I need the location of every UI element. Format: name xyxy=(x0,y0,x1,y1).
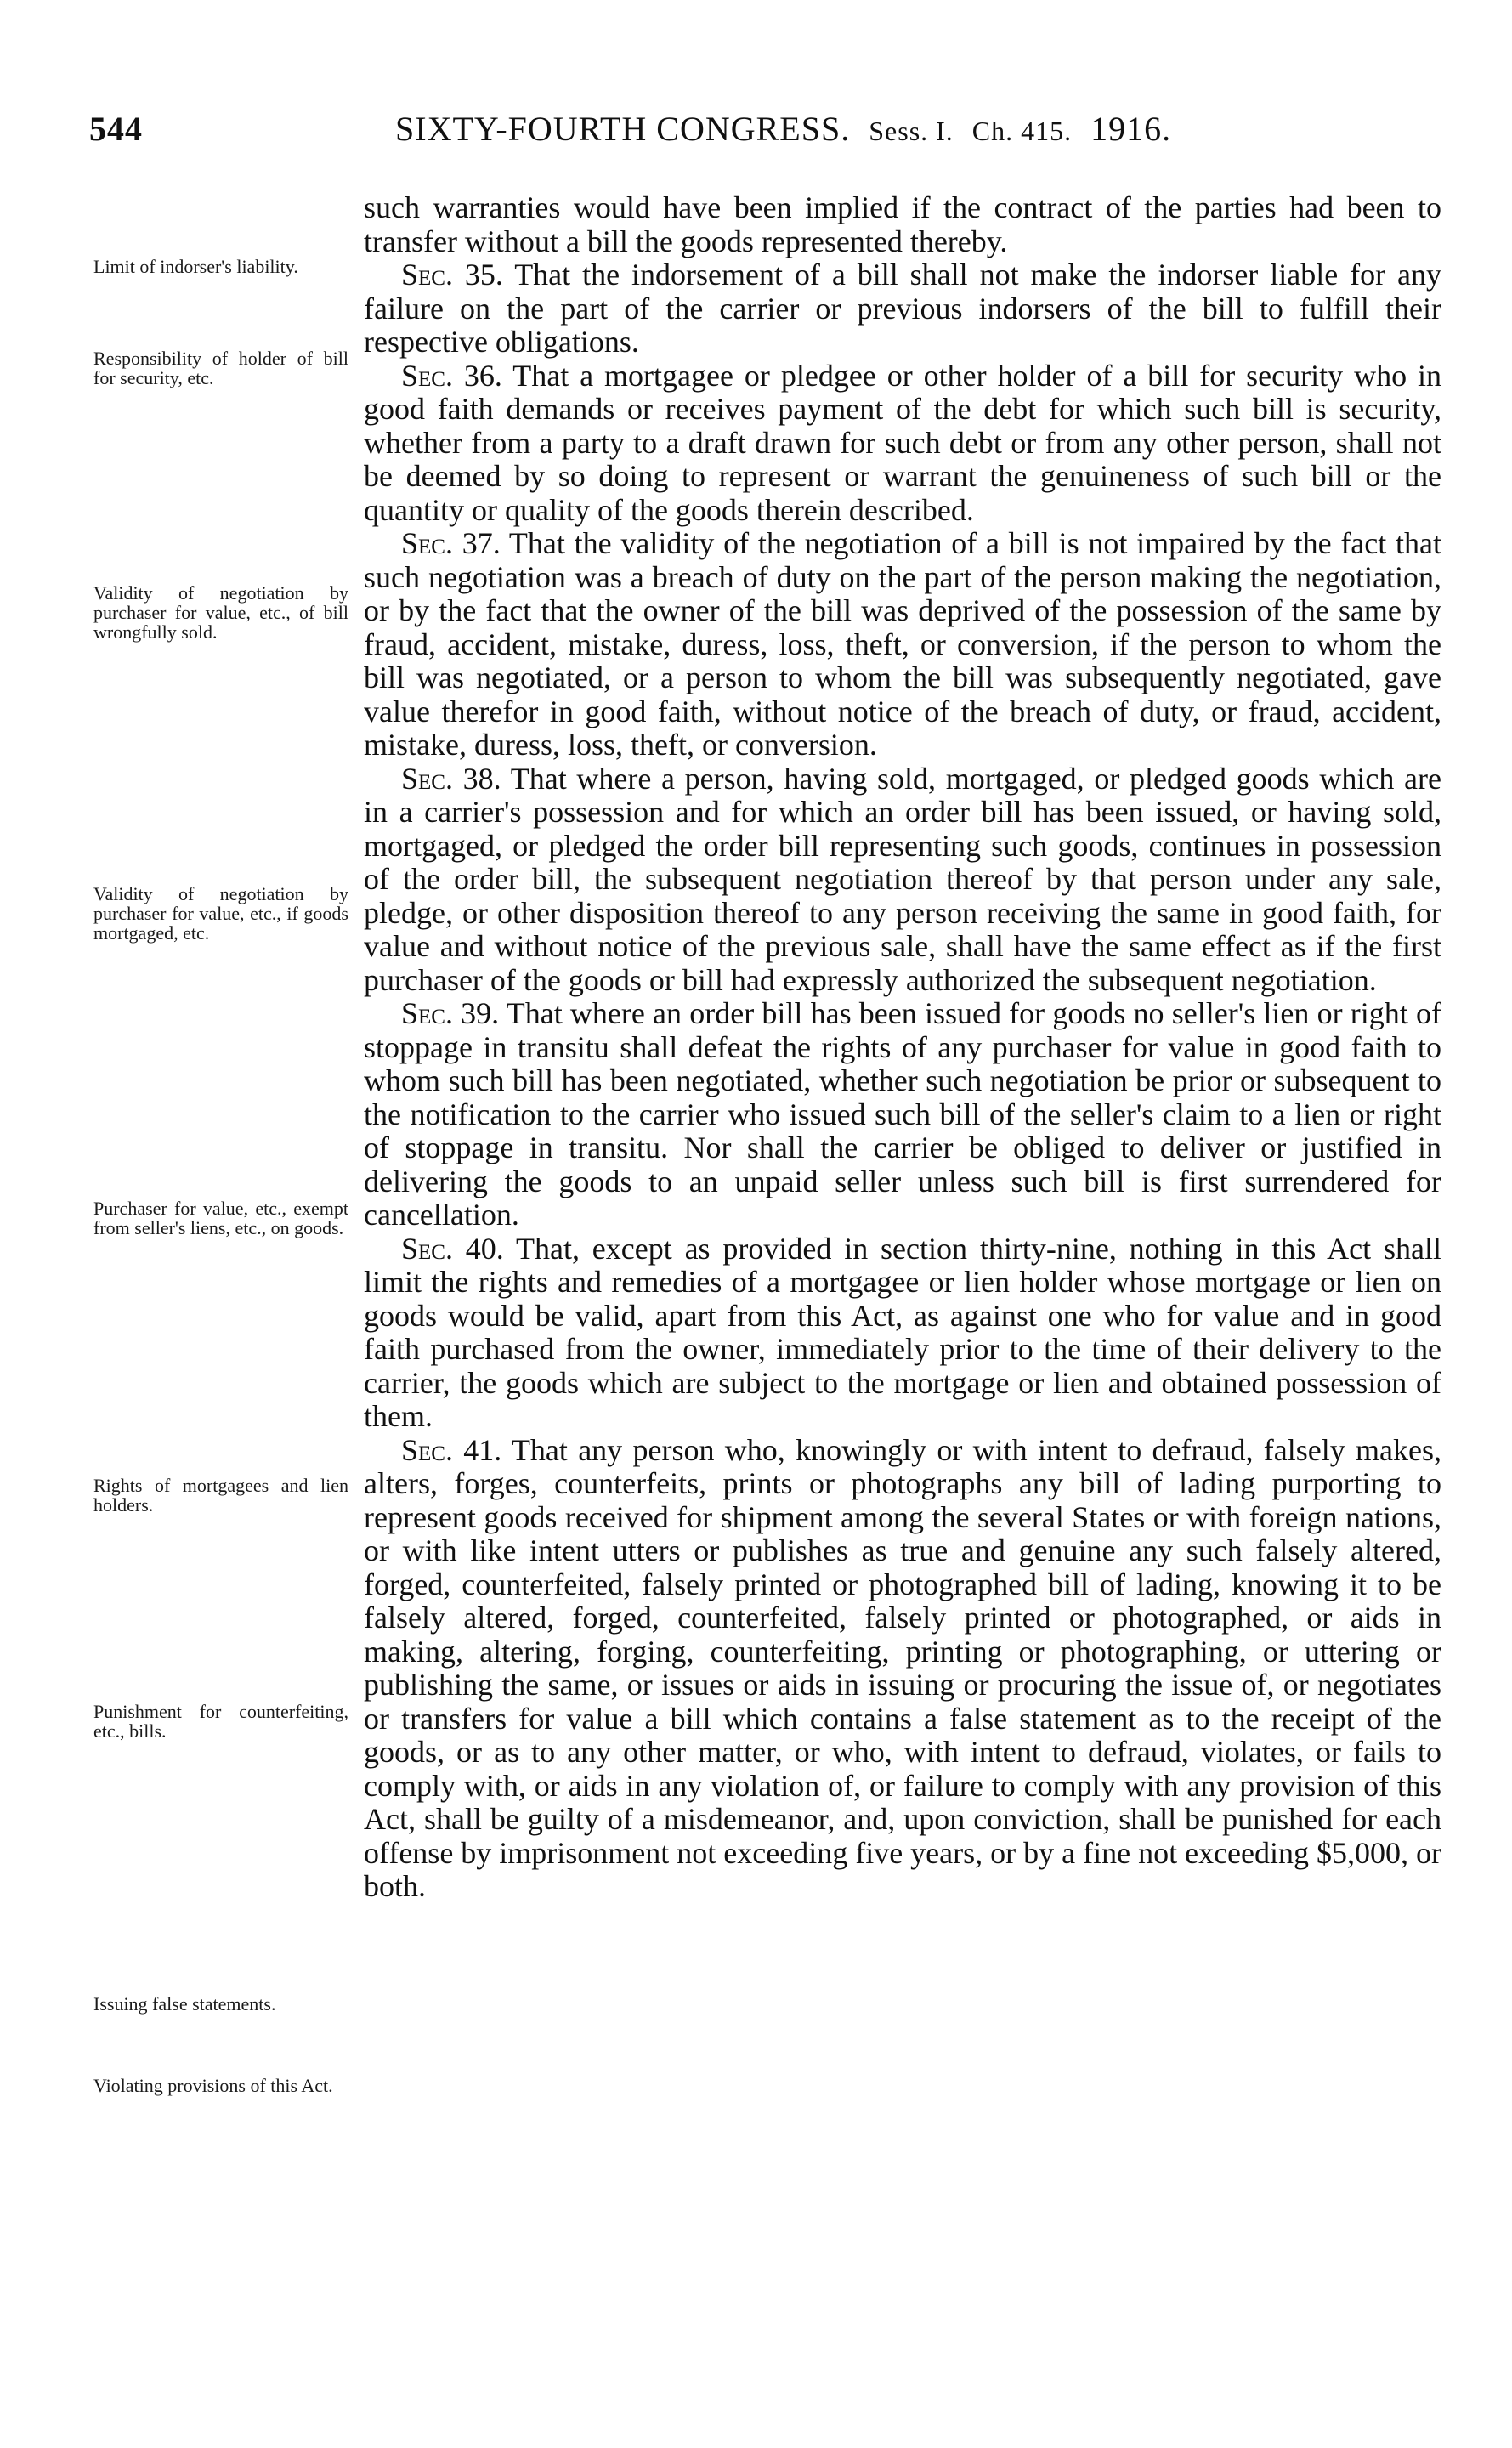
paragraph-text: such warranties would have been implied if the contract of the parties had been to transfer without a bill the goods represented thereby. xyxy=(364,190,1441,258)
section-text: That the validity of the negotiation of a bill is not impaired by the fact that such negotiation was a breach of duty on the part of the person making the negotiation, or by the fact that the owner of the bill was deprived of the possession of the same by fraud, accident, mistake, duress, loss, theft, or conversion, if the person to whom the bill was negotiated, or a person to whom the bill was subsequently negotiated, gave value therefor in good faith, without notice of the breach of duty, or fraud, accident, mistake, duress, loss, theft, or conversion. xyxy=(364,526,1442,762)
sidenote-limit-of-indorsers-liability: Limit of indorser's liability. xyxy=(93,256,298,277)
sidenote-validity-goods-mortgaged: Validity of negotiation by purchaser for value, etc., if goods mortgaged, etc. xyxy=(93,883,348,944)
sidenote-issuing-false-statements: Issuing false statements. xyxy=(93,1993,276,2014)
section-number: Sec. 36. xyxy=(401,358,502,393)
running-head-title: SIXTY-FOURTH CONGRESS. xyxy=(395,110,851,148)
section-text: That the indorsement of a bill shall not make the indorser liable for any failure on the part of the carrier or previous indorsers of the bill to fulfill their respective obligations. xyxy=(364,258,1441,359)
section-41 xyxy=(364,1434,1441,1904)
section-38 xyxy=(364,762,1441,998)
section-37 xyxy=(364,527,1441,762)
sidenote-punishment-for-counterfeiting: Punishment for counterfeiting, etc., bills. xyxy=(93,1701,348,1742)
section-text: That a mortgagee or pledgee or other holder of a bill for security who in good faith demands or receives payment of the debt for which such bill is security, whether from a party to a draft drawn for such debt or from any other person, shall not be deemed by so doing to represent or warrant the genuineness of such bill or the quantity or quality of the goods therein described. xyxy=(364,358,1442,527)
section-36 xyxy=(364,360,1441,528)
running-head-year: 1916. xyxy=(1090,110,1172,148)
sidenote-purchaser-exempt-from-liens: Purchaser for value, etc., exempt from seller's liens, etc., on goods. xyxy=(93,1198,348,1238)
page-header xyxy=(89,109,1441,160)
sidenote-violating-provisions: Violating provisions of this Act. xyxy=(93,2075,333,2096)
section-text: That any person who, knowingly or with intent to defraud, falsely makes, alters, forges, counterfeits, prints or photographs any bill of lading purporting to represent goods received for shipment among the several States or with foreign nations, or with like intent utters or publishes as true and genuine any such falsely altered, forged, counterfeited, falsely printed or photographed bill of lading, knowing it to be falsely altered, forged, counterfeited, falsely printed or photographed, or aids in making, altering, forging, counterfeiting, printing or photographing, or uttering or publishing the same, or issues or aids in issuing or procuring the issue of, or negotiates or transfers for value a bill which contains a false statement as to the receipt of the goods, or as to any other matter, or who, with intent to defraud, violates, or fails to comply with, or aids in any violation of, or failure to comply with any provision of this Act, shall be guilty of a misdemeanor, and, upon conviction, shall be punished for each offense by imprisonment not exceeding five years, or by a fine not exceeding $5,000, or both. xyxy=(364,1432,1442,1903)
section-number: Sec. 39. xyxy=(401,996,500,1030)
running-head-chapter: Ch. 415. xyxy=(971,116,1073,146)
section-35 xyxy=(364,258,1441,360)
sidenote-rights-of-mortgagees: Rights of mortgagees and lien holders. xyxy=(93,1475,348,1516)
section-40 xyxy=(364,1232,1441,1434)
section-text: That where a person, having sold, mortgaged, or pledged goods which are in a carrier's possession and for which an order bill has been issued, or having sold, mortgaged, or pledged the order bill representing such goods, continues in possession of the order bill, the subsequent negotiation thereof by that person under any sale, pledge, or other disposition thereof to any person receiving the same in good faith, for value and without notice of the previous sale, shall have the same effect as if the first purchaser of the goods or bill had expressly authorized the subsequent negotiation. xyxy=(364,761,1441,997)
page-number: 544 xyxy=(89,110,143,148)
running-head xyxy=(395,109,1171,149)
statute-text xyxy=(364,191,1441,1904)
sidenote-validity-wrongfully-sold: Validity of negotiation by purchaser for value, etc., of bill wrongfully sold. xyxy=(93,582,348,643)
paragraph-continuation xyxy=(364,191,1441,258)
section-text: That, except as provided in section thirty-nine, nothing in this Act shall limit the rights and remedies of a mortgagee or lien holder whose mortgage or lien on goods would be valid, apart from this Act, as against one who for value and in good faith purchased from the owner, immediately prior to the time of their delivery to the carrier, the goods which are subject to the mortgage or lien and obtained possession of them. xyxy=(364,1231,1441,1433)
section-number: Sec. 35. xyxy=(401,258,503,292)
section-number: Sec. 41. xyxy=(401,1432,502,1467)
section-number: Sec. 40. xyxy=(401,1231,504,1266)
sidenote-responsibility-of-holder: Responsibility of holder of bill for security, etc. xyxy=(93,348,348,388)
section-number: Sec. 38. xyxy=(401,761,501,796)
section-39 xyxy=(364,997,1441,1232)
running-head-session: Sess. I. xyxy=(869,116,954,146)
section-number: Sec. 37. xyxy=(401,526,501,560)
section-text: That where an order bill has been issued for goods no seller's lien or right of stoppage in transitu shall defeat the rights of any purchaser for value in good faith to whom such bill has been negotiated, whether such negotiation be prior or subsequent to the notification to the carrier who issued such bill of the seller's claim to a lien or right of stoppage in transitu. Nor shall the carrier be obliged to deliver or justified in delivering the goods to an unpaid seller unless such bill is first surrendered for cancellation. xyxy=(364,996,1441,1232)
